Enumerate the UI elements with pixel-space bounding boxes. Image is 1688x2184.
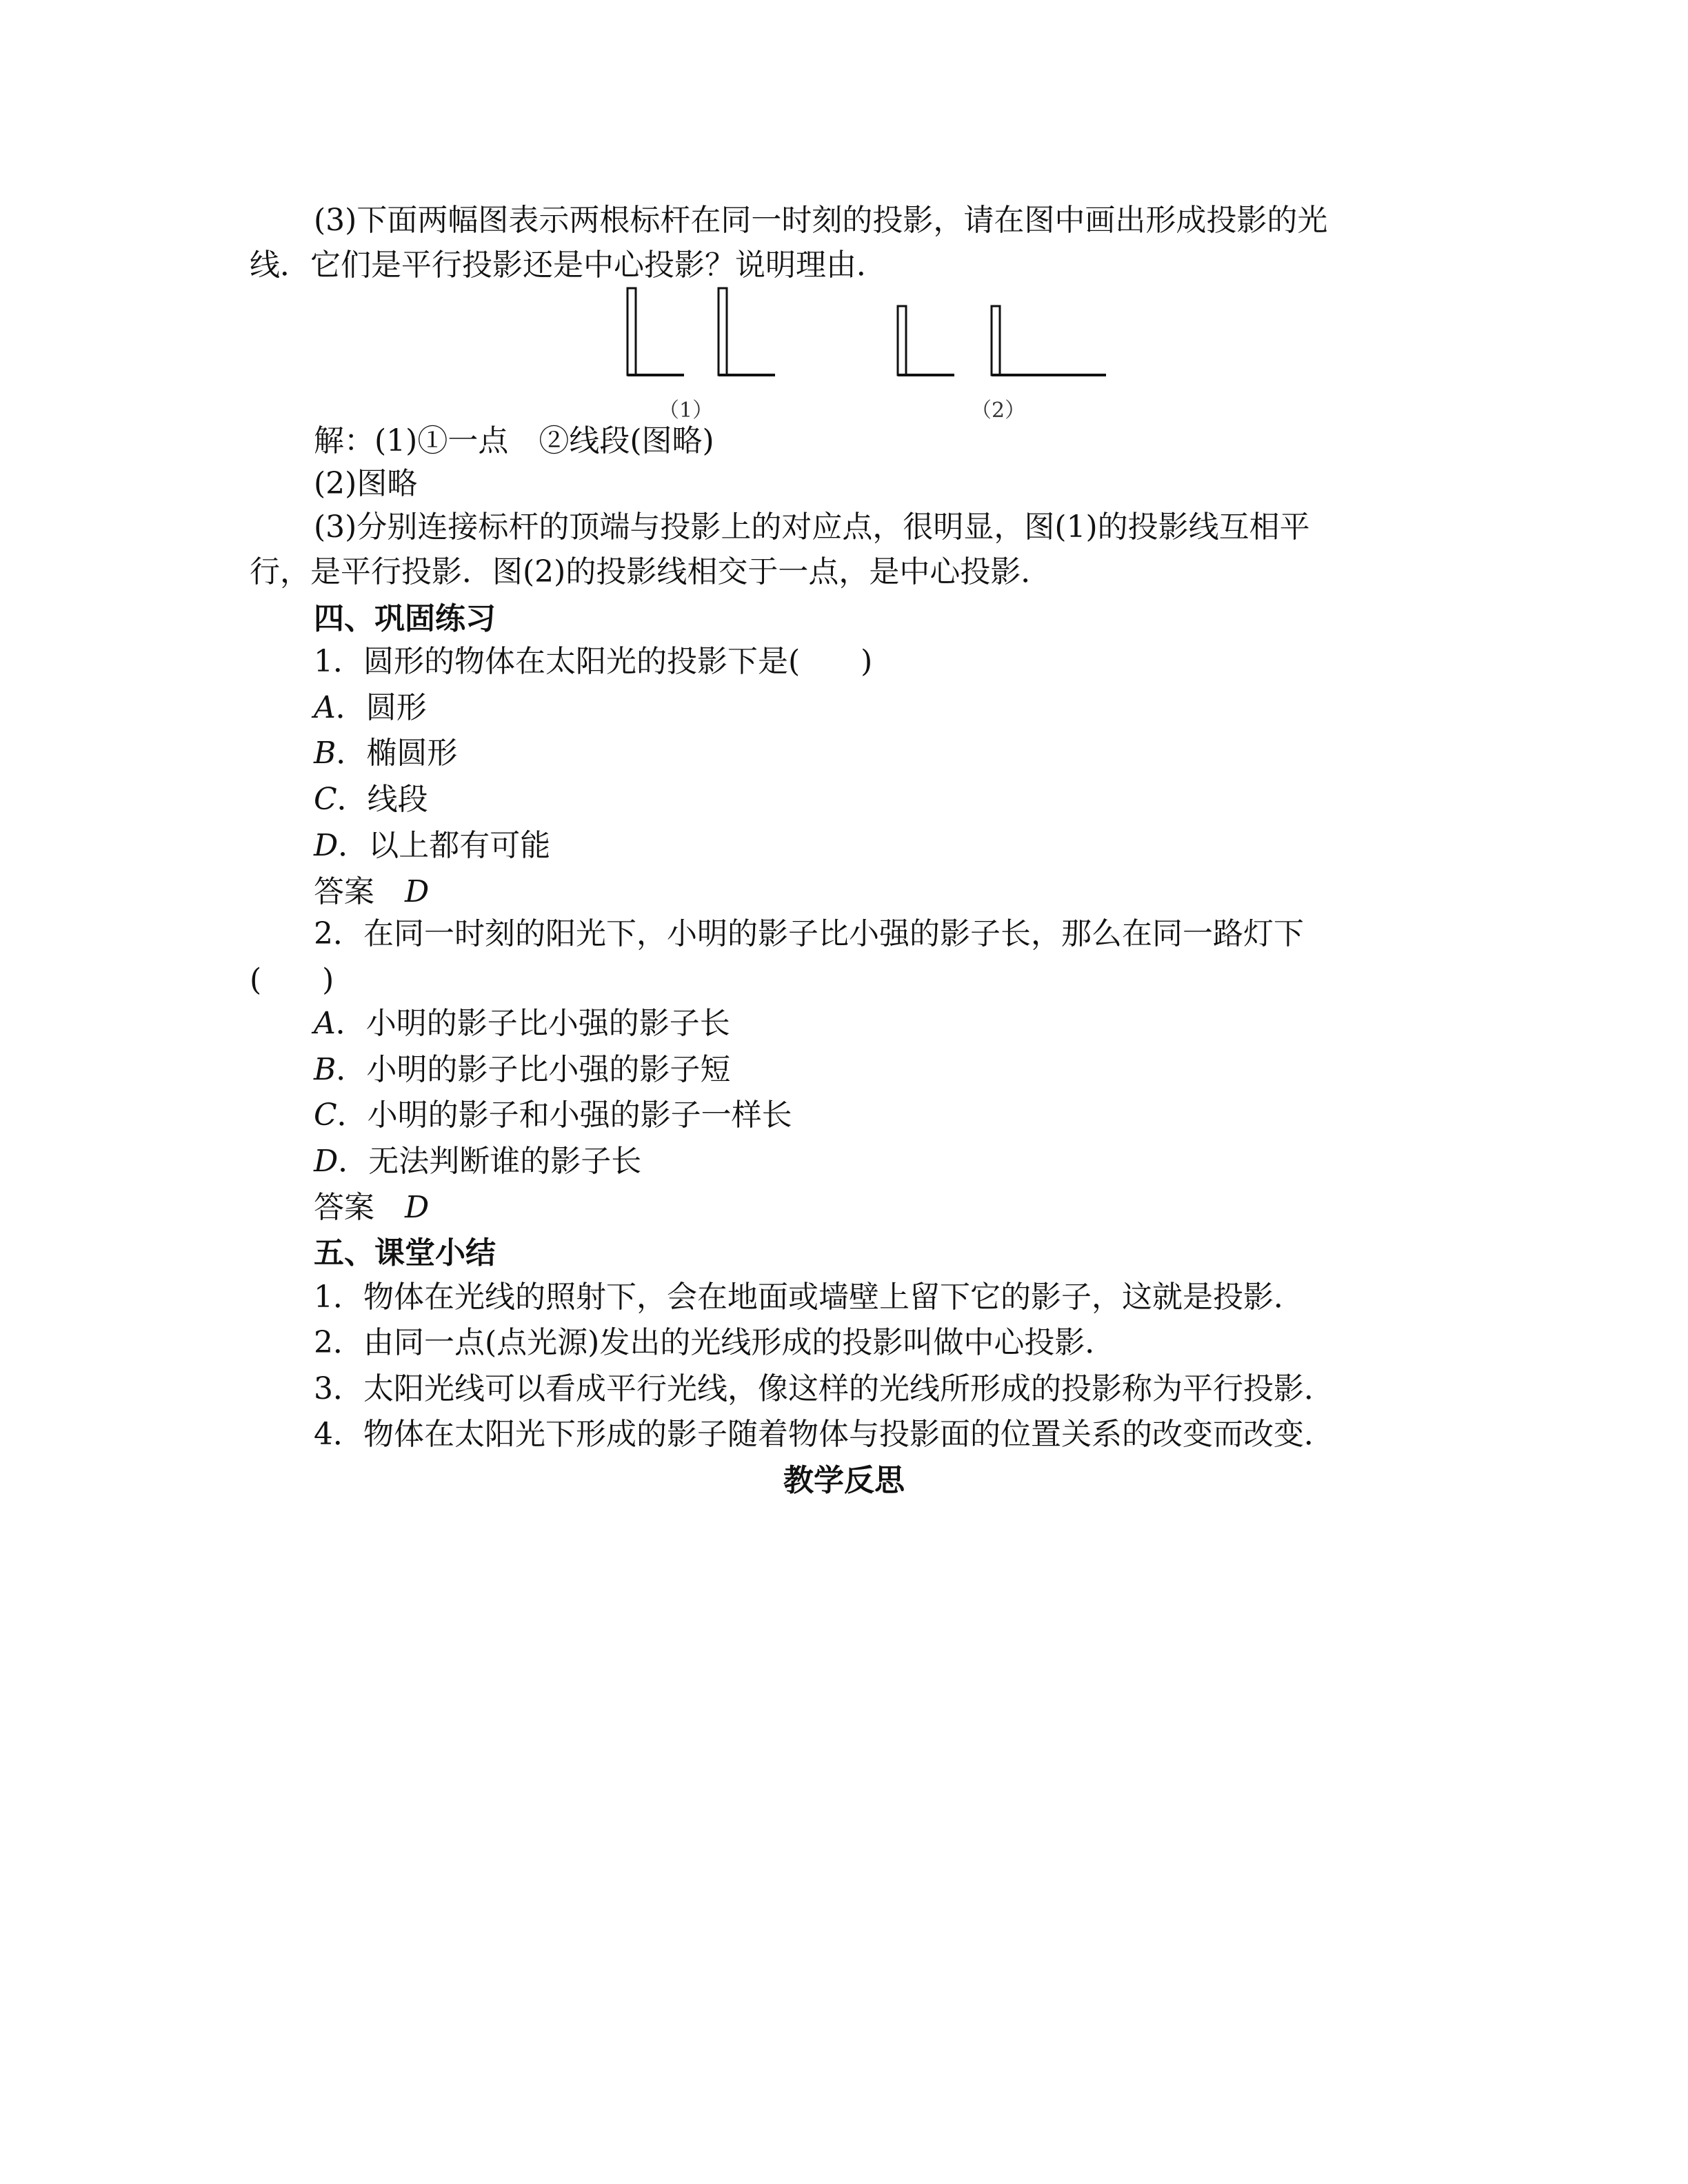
exercise-2-option-b	[314, 1049, 730, 1091]
exercise-1-stem: 1．圆形的物体在太阳光的投影下是( )	[314, 644, 873, 679]
exercise-2-option-c	[314, 1095, 792, 1136]
option-letter: C	[314, 1098, 337, 1133]
exercise-1-option-b	[314, 733, 457, 774]
exercise-1-option-a	[314, 687, 427, 729]
option-letter: B	[314, 736, 336, 771]
figure-1	[627, 288, 775, 375]
exercise-1-option-d	[314, 825, 550, 867]
figure-2-caption: （2）	[971, 398, 1026, 423]
fig2-pole-b	[992, 306, 1000, 375]
option-letter: B	[314, 1052, 336, 1087]
option-text: ．小明的影子和小强的影子一样长	[336, 1098, 792, 1133]
fig2-pole-a	[898, 306, 906, 375]
option-text: ．小明的影子比小强的影子短	[336, 1052, 731, 1087]
exercise-1-option-c	[314, 779, 428, 820]
poles-figure	[0, 0, 1688, 441]
option-letter: D	[314, 828, 339, 863]
answer-value: D	[405, 1190, 430, 1225]
fig1-pole-b	[719, 288, 727, 375]
option-letter: A	[314, 690, 336, 725]
option-letter: A	[314, 1006, 336, 1041]
option-letter: D	[314, 1144, 339, 1179]
option-text: ．以上都有可能	[338, 828, 551, 863]
summary-item-2: 2．由同一点(点光源)发出的光线形成的投影叫做中心投影．	[314, 1325, 1116, 1360]
question-3-line-2: 线．它们是平行投影还是中心投影？说明理由．	[250, 247, 887, 283]
reflection-title: 教学反思	[783, 1463, 905, 1498]
exercise-2-option-d	[314, 1141, 641, 1182]
figure-2	[898, 306, 1106, 375]
solution-line-3: (3)分别连接标杆的顶端与投影上的对应点，很明显，图(1)的投影线互相平	[314, 509, 1310, 545]
option-text: ．线段	[336, 782, 428, 817]
option-text: ．无法判断谁的影子长	[338, 1144, 642, 1179]
section-5-title: 五、课堂小结	[314, 1235, 496, 1271]
solution-line-2: (2)图略	[314, 466, 418, 501]
answer-label: 答案	[314, 1190, 405, 1225]
option-letter: C	[314, 782, 337, 817]
option-text: ．椭圆形	[336, 736, 458, 771]
fig1-pole-a	[627, 288, 636, 375]
exercise-1-answer	[314, 871, 429, 913]
answer-label: 答案	[314, 874, 405, 909]
summary-item-4: 4．物体在太阳光下形成的影子随着物体与投影面的位置关系的改变而改变．	[314, 1417, 1334, 1452]
solution-line-4: 行，是平行投影．图(2)的投影线相交于一点，是中心投影．	[250, 554, 1052, 589]
summary-item-3: 3．太阳光线可以看成平行光线，像这样的光线所形成的投影称为平行投影．	[314, 1371, 1334, 1406]
answer-value: D	[405, 874, 430, 909]
exercise-2-answer	[314, 1187, 429, 1228]
summary-item-1: 1．物体在光线的照射下，会在地面或墙壁上留下它的影子，这就是投影．	[314, 1280, 1304, 1315]
exercise-2-option-a	[314, 1003, 730, 1044]
section-4-title: 四、巩固练习	[314, 601, 496, 636]
option-text: ．小明的影子比小强的影子长	[335, 1006, 730, 1041]
question-3-line-1: (3)下面两幅图表示两根标杆在同一时刻的投影，请在图中画出形成投影的光	[314, 203, 1328, 238]
exercise-2-stem-line-2: ( )	[250, 962, 334, 998]
solution-line-1: 解：(1)①一点 ②线段(图略)	[314, 423, 714, 458]
option-text: ．圆形	[335, 690, 427, 725]
exercise-2-stem-line-1: 2．在同一时刻的阳光下，小明的影子比小强的影子长，那么在同一路灯下	[314, 916, 1304, 951]
figure-1-caption: （1）	[659, 398, 714, 423]
